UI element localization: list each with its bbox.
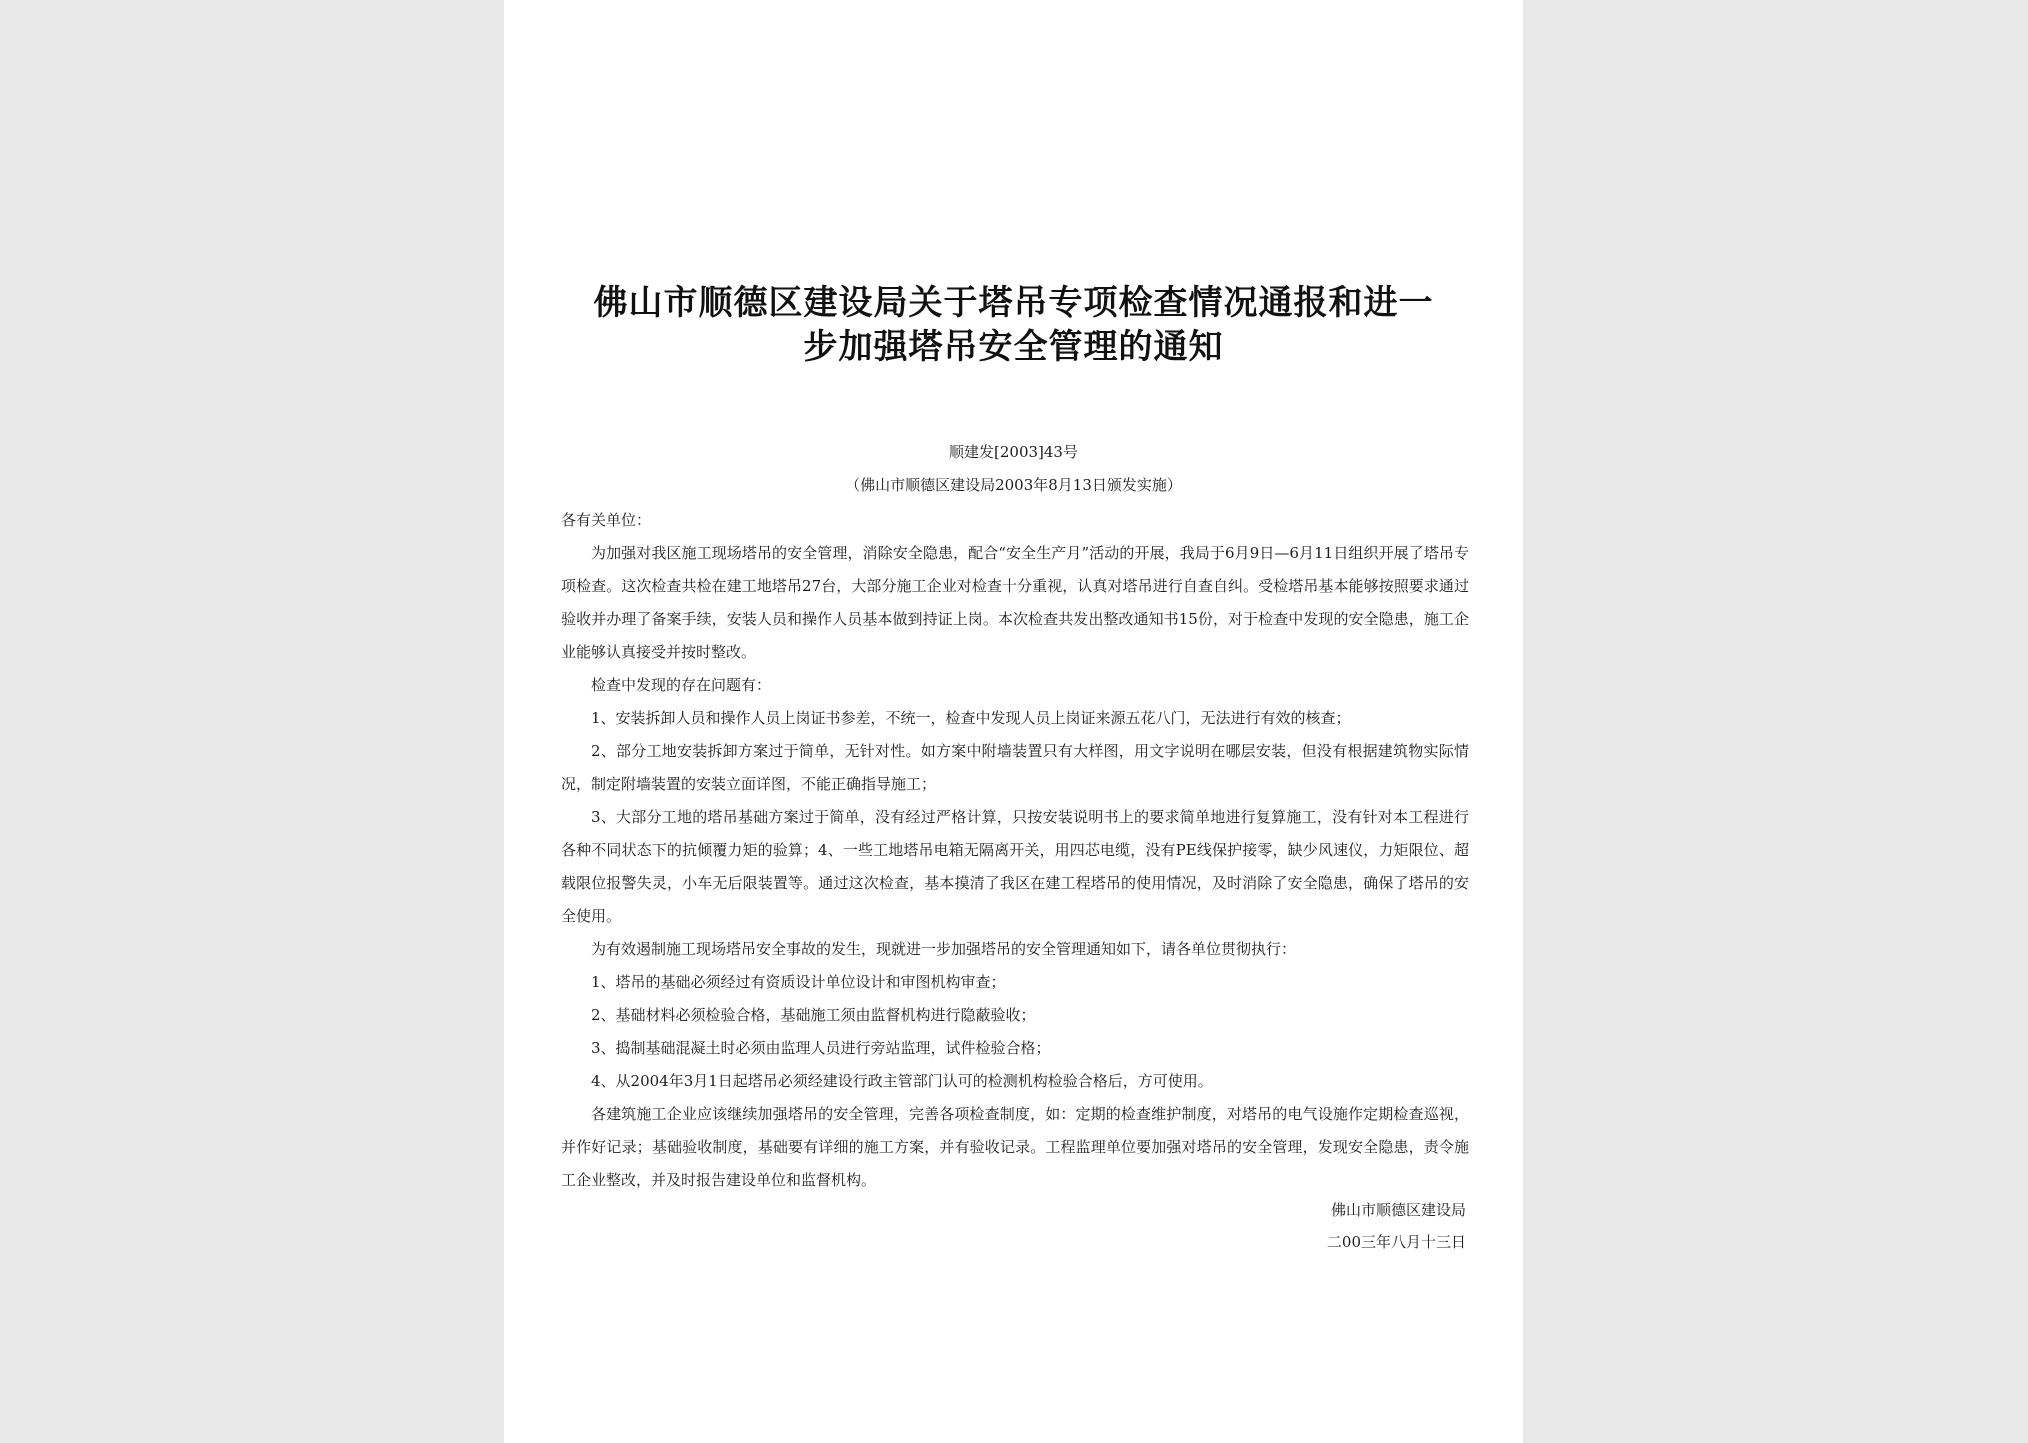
paragraph-requirement-4: 4、从2004年3月1日起塔吊必须经建设行政主管部门认可的检测机构检验合格后，方可使用。 <box>591 1072 1213 1090</box>
title-line-2: 步加强塔吊安全管理的通知 <box>803 326 1224 367</box>
signature-organization: 佛山市顺德区建设局 <box>1330 1201 1466 1219</box>
paragraph-problem-1: 1、安装拆卸人员和操作人员上岗证书参差，不统一，检查中发现人员上岗证来源五花八门，无法进行有效的核查； <box>591 709 1351 727</box>
document-body <box>561 504 1469 1197</box>
document-title <box>544 281 1483 369</box>
title-line-1: 佛山市顺德区建设局关于塔吊专项检查情况通报和进一 <box>593 282 1434 323</box>
document-page <box>504 0 1523 1443</box>
paragraph-requirement-1: 1、塔吊的基础必须经过有资质设计单位设计和审图机构审查； <box>591 973 1006 991</box>
paragraph-intro: 为加强对我区施工现场塔吊的安全管理，消除安全隐患，配合“安全生产月”活动的开展，我局于6月9日—6月11日组织开展了塔吊专项检查。这次检查共检在建工地塔吊27台，大部分施工企业对检查十分重视，认真对塔吊进行自查自纠。受检塔吊基本能够按照要求通过验收并办理了备案手续，安装人员和操作人员基本做到持证上岗。本次检查共发出整改通知书15份，对于检查中发现的安全隐患，施工企业能够认真接受并按时整改。 <box>561 544 1469 661</box>
paragraph-closing: 各建筑施工企业应该继续加强塔吊的安全管理，完善各项检查制度，如：定期的检查维护制度，对塔吊的电气设施作定期检查巡视，并作好记录；基础验收制度，基础要有详细的施工方案，并有验收记录。工程监理单位要加强对塔吊的安全管理，发现安全隐患，责令施工企业整改，并及时报告建设单位和监督机构。 <box>561 1105 1469 1189</box>
paragraph-requirement-3: 3、捣制基础混凝土时必须由监理人员进行旁站监理，试件检验合格； <box>591 1039 1051 1057</box>
signature-date: 二00三年八月十三日 <box>1326 1233 1466 1251</box>
paragraph-problem-2: 2、部分工地安装拆卸方案过于简单，无针对性。如方案中附墙装置只有大样图，用文字说明在哪层安装，但没有根据建筑物实际情况，制定附墙装置的安装立面详图，不能正确指导施工； <box>561 742 1469 793</box>
paragraph-problems-heading: 检查中发现的存在问题有： <box>591 676 772 694</box>
document-number: 顺建发[2003]43号 <box>949 443 1078 461</box>
paragraph-problem-3-4: 3、大部分工地的塔吊基础方案过于简单，没有经过严格计算，只按安装说明书上的要求简单地进行复算施工，没有针对本工程进行各种不同状态下的抗倾覆力矩的验算；4、一些工地塔吊电箱无隔离开关，用四芯电缆，没有PE线保护接零，缺少风速仪，力矩限位、超载限位报警失灵，小车无后限装置等。通过这次检查，基本摸清了我区在建工程塔吊的使用情况，及时消除了安全隐患，确保了塔吊的安全使用。 <box>561 808 1469 925</box>
salutation: 各有关单位： <box>561 511 652 529</box>
paragraph-requirement-2: 2、基础材料必须检验合格，基础施工须由监督机构进行隐蔽验收； <box>591 1006 1036 1024</box>
paragraph-requirements-heading: 为有效遏制施工现场塔吊安全事故的发生，现就进一步加强塔吊的安全管理通知如下，请各单位贯彻执行： <box>591 940 1297 958</box>
issue-note: （佛山市顺德区建设局2003年8月13日颁发实施） <box>845 476 1182 494</box>
